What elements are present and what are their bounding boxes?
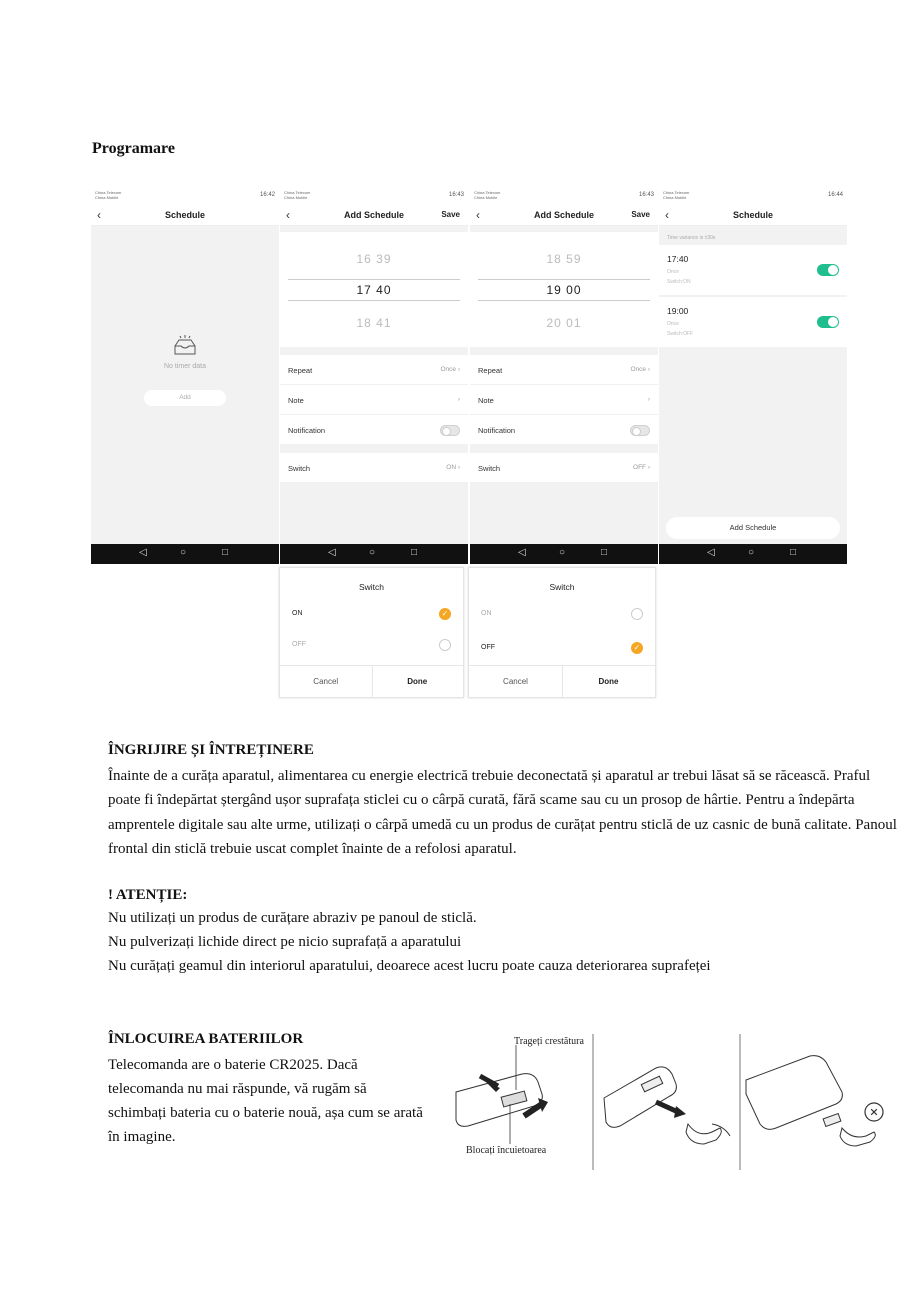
warning-heading: ! ATENȚIE: <box>108 887 188 903</box>
schedule-state: Switch:ON <box>667 279 691 285</box>
android-nav-bar <box>659 544 847 564</box>
switch-label: Switch <box>288 464 311 473</box>
dialog-buttons <box>280 665 463 697</box>
repeat-row[interactable] <box>470 355 658 385</box>
title-bar <box>659 206 847 226</box>
empty-inbox-icon <box>171 334 199 358</box>
schedule-time: 17:40 <box>667 254 689 264</box>
check-icon[interactable]: ✓ <box>439 608 451 620</box>
chevron-right-icon: › <box>647 464 650 471</box>
switch-value: OFF <box>633 464 647 471</box>
carrier-1: China Telecom <box>663 190 690 195</box>
cancel-button[interactable]: Cancel <box>503 677 528 686</box>
notification-toggle[interactable] <box>630 425 650 436</box>
nav-recent-icon[interactable]: □ <box>222 547 229 558</box>
back-icon[interactable]: ‹ <box>476 208 480 222</box>
repeat-label: Repeat <box>288 366 313 375</box>
back-icon[interactable]: ‹ <box>286 208 290 222</box>
notification-row <box>470 415 658 445</box>
note-label: Note <box>478 396 494 405</box>
nav-recent-icon[interactable]: □ <box>601 547 608 558</box>
schedule-toggle[interactable] <box>817 316 839 328</box>
carrier-2: China Mobile <box>663 195 687 200</box>
carrier-1: China Telecom <box>474 190 501 195</box>
screenshot-schedule-empty <box>91 186 279 564</box>
carrier-1: China Telecom <box>95 190 122 195</box>
status-time: 16:44 <box>827 192 843 198</box>
empty-text: No timer data <box>163 363 207 370</box>
nav-back-icon[interactable]: ◁ <box>518 547 526 558</box>
nav-recent-icon[interactable]: □ <box>790 547 797 558</box>
picker-line <box>288 279 460 280</box>
save-button[interactable]: Save <box>631 210 650 219</box>
picker-line <box>478 279 650 280</box>
switch-label: Switch <box>478 464 501 473</box>
chevron-right-icon: › <box>457 464 460 471</box>
repeat-value: Once <box>630 366 647 373</box>
nav-back-icon[interactable]: ◁ <box>139 547 147 558</box>
picker-prev: 18 59 <box>546 252 582 266</box>
screenshot-schedule-list <box>659 186 847 564</box>
status-bar <box>470 186 658 206</box>
note-label: Note <box>288 396 304 405</box>
notification-row <box>280 415 468 445</box>
back-icon[interactable]: ‹ <box>665 208 669 222</box>
carrier-2: China Mobile <box>474 195 498 200</box>
picker-line <box>478 300 650 301</box>
nav-home-icon[interactable]: ○ <box>369 547 376 558</box>
android-nav-bar <box>91 544 279 564</box>
add-schedule-button[interactable]: Add Schedule <box>666 517 840 539</box>
battery-text: Telecomanda are o baterie CR2025. Dacă telecomanda nu mai răspunde, vă rugăm să schimbați bateria cu o baterie nouă, așa cum se arată în imagine. <box>108 1057 423 1145</box>
nav-back-icon[interactable]: ◁ <box>328 547 336 558</box>
schedule-item[interactable] <box>659 245 847 295</box>
care-heading: ÎNGRIJIRE ȘI ÎNTREȚINERE <box>108 742 314 758</box>
save-button[interactable]: Save <box>441 210 460 219</box>
done-button[interactable]: Done <box>598 677 619 686</box>
status-bar <box>280 186 468 206</box>
status-time: 16:43 <box>448 192 464 198</box>
dialog-title: Switch <box>358 582 385 592</box>
dialog-title: Switch <box>549 582 575 592</box>
switch-section <box>470 453 658 483</box>
nav-home-icon[interactable]: ○ <box>559 547 566 558</box>
repeat-value: Once <box>440 366 457 373</box>
add-button[interactable]: Add <box>144 390 226 406</box>
repeat-label: Repeat <box>478 366 503 375</box>
android-nav-bar <box>280 544 468 564</box>
picker-selected: 19 00 <box>546 283 582 297</box>
status-time: 16:43 <box>638 192 654 198</box>
screenshot-add-schedule-on <box>280 186 468 564</box>
radio-icon[interactable] <box>439 639 451 651</box>
title-bar <box>91 206 279 226</box>
screenshot-add-schedule-off <box>470 186 658 564</box>
time-picker[interactable] <box>470 232 658 347</box>
status-bar <box>91 186 279 206</box>
status-bar <box>659 186 847 206</box>
done-button[interactable]: Done <box>407 677 428 686</box>
nav-home-icon[interactable]: ○ <box>180 547 187 558</box>
picker-next: 18 41 <box>356 316 392 330</box>
schedule-time: 19:00 <box>667 306 689 316</box>
switch-section <box>280 453 468 483</box>
notification-toggle[interactable] <box>440 425 460 436</box>
chevron-right-icon: › <box>647 396 650 403</box>
battery-illustration <box>450 1032 900 1172</box>
title-bar <box>280 206 468 226</box>
schedule-state: Switch:OFF <box>667 331 694 337</box>
settings-list <box>280 355 468 445</box>
care-paragraph: Înainte de a curăța aparatul, alimentarea cu energie electrică trebuie deconectată și aparatul ar trebui lăsat să se răcească. Praful poate fi îndepărtat ștergând ușor suprafața sticlei cu o cârpă curată, fără scame sau cu un prosop de hârtie. Pentru a îndepărta amprentele digitale sau alte urme, utilizați o cârpă umedă cu un produs de curățat pentru sticlă de uz casnic de bună calitate. Panoul frontal din sticlă trebuie uscat complet înainte de a refolosi aparatul. <box>108 768 897 857</box>
schedule-item[interactable] <box>659 297 847 347</box>
settings-list <box>470 355 658 445</box>
option-off[interactable]: OFF <box>292 641 306 648</box>
switch-value: ON <box>446 464 457 471</box>
carrier-1: China Telecom <box>284 190 311 195</box>
switch-row[interactable] <box>280 453 468 483</box>
back-icon[interactable]: ‹ <box>97 208 101 222</box>
nav-back-icon[interactable]: ◁ <box>707 547 715 558</box>
chevron-right-icon: › <box>457 366 460 373</box>
chevron-right-icon: › <box>457 396 460 403</box>
switch-row[interactable] <box>470 453 658 483</box>
notification-label: Notification <box>478 426 516 435</box>
android-nav-bar <box>470 544 658 564</box>
repeat-row[interactable] <box>280 355 468 385</box>
warning-line: Nu curățați geamul din interiorul aparatului, deoarece acest lucru poate cauza deteriorarea suprafeței <box>108 958 711 974</box>
caption-pull-notch: Trageți crestătura <box>514 1036 584 1047</box>
switch-dialog-off <box>468 567 656 698</box>
warning-line: Nu utilizați un produs de curățare abraziv pe panoul de sticlă. <box>108 910 477 926</box>
picker-next: 20 01 <box>546 316 582 330</box>
variance-note: Time variance is ±30s <box>667 235 716 241</box>
schedule-toggle[interactable] <box>817 264 839 276</box>
time-picker[interactable] <box>280 232 468 347</box>
picker-prev: 16 39 <box>356 252 392 266</box>
warning-line: Nu pulverizați lichide direct pe nicio suprafață a aparatului <box>108 934 462 950</box>
note-row[interactable] <box>280 385 468 415</box>
schedule-repeat: Once <box>667 269 679 275</box>
chevron-right-icon: › <box>647 366 650 373</box>
picker-line <box>288 300 460 301</box>
screen-title: Schedule <box>732 210 773 220</box>
caption-lock: Blocați încuietoarea <box>466 1145 547 1156</box>
carrier-2: China Mobile <box>95 195 119 200</box>
dialog-buttons <box>469 665 655 697</box>
nav-home-icon[interactable]: ○ <box>748 547 755 558</box>
option-on[interactable]: ON <box>481 610 492 617</box>
option-off[interactable]: OFF <box>481 644 495 651</box>
schedule-repeat: Once <box>667 321 679 327</box>
title-bar <box>470 206 658 226</box>
section-title: Programare <box>92 140 175 157</box>
battery-heading: ÎNLOCUIREA BATERIILOR <box>108 1031 304 1047</box>
notification-label: Notification <box>288 426 326 435</box>
screen-title: Add Schedule <box>533 210 594 220</box>
switch-dialog-on <box>279 567 464 698</box>
check-icon[interactable]: ✓ <box>631 642 643 654</box>
carrier-2: China Mobile <box>284 195 308 200</box>
picker-selected: 17 40 <box>356 283 392 297</box>
cancel-button[interactable]: Cancel <box>313 677 339 686</box>
radio-icon[interactable] <box>631 608 643 620</box>
status-time: 16:42 <box>259 192 275 198</box>
note-row[interactable] <box>470 385 658 415</box>
screen-title: Add Schedule <box>343 210 404 220</box>
screen-title: Schedule <box>164 210 205 220</box>
option-on[interactable]: ON <box>292 610 303 617</box>
nav-recent-icon[interactable]: □ <box>411 547 418 558</box>
